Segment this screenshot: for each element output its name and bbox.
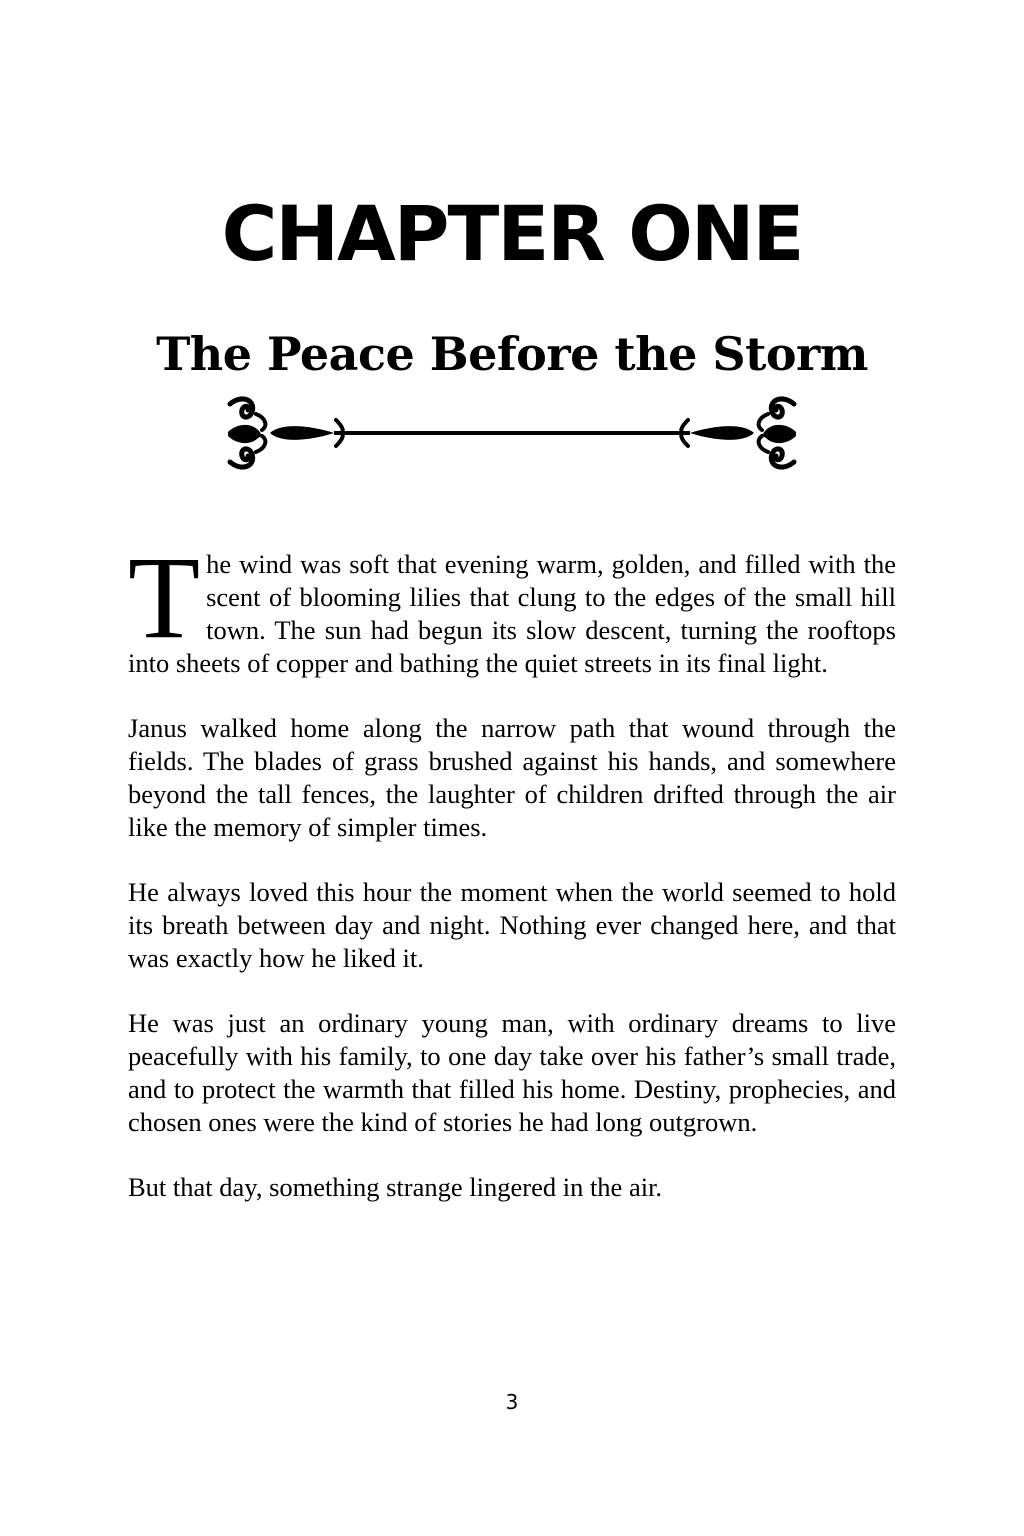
scroll-flourish-divider-icon (222, 392, 802, 474)
divider-line (334, 431, 690, 435)
chapter-heading: CHAPTER ONE (221, 189, 803, 278)
right-flourish (681, 399, 796, 467)
paragraph-1-text: he wind was soft that evening warm, golden, and filled with the scent of blooming lilies that clung to the edges of the small hill town. The sun had begun its slow descent, turning the rooftops into sheets of copper and bathing the quiet streets in its final light. (128, 549, 896, 678)
paragraph-4: He was just an ordinary young man, with ordinary dreams to live peacefully with his family, to one day take over his father’s small trade, and to protect the warmth that filled his home. Destiny, prophecies, and chosen ones were the kind of stories he had long outgrown. (128, 1008, 896, 1137)
drop-cap: T (128, 532, 201, 663)
paragraph-2: Janus walked home along the narrow path that wound through the fields. The blades of grass brushed against his hands, and somewhere beyond the tall fences, the laughter of children drifted through the air like the memory of simpler times. (128, 713, 896, 842)
paragraph-3: He always loved this hour the moment when the world seemed to hold its breath between day and night. Nothing ever changed here, and that was exactly how he liked it. (128, 877, 896, 973)
page-number: 3 (505, 1390, 519, 1414)
paragraph-1 (128, 532, 896, 680)
left-flourish (228, 399, 343, 467)
chapter-subtitle: The Peace Before the Storm (156, 327, 868, 381)
chapter-body (128, 532, 896, 1236)
paragraph-5: But that day, something strange lingered in the air. (128, 1172, 663, 1202)
